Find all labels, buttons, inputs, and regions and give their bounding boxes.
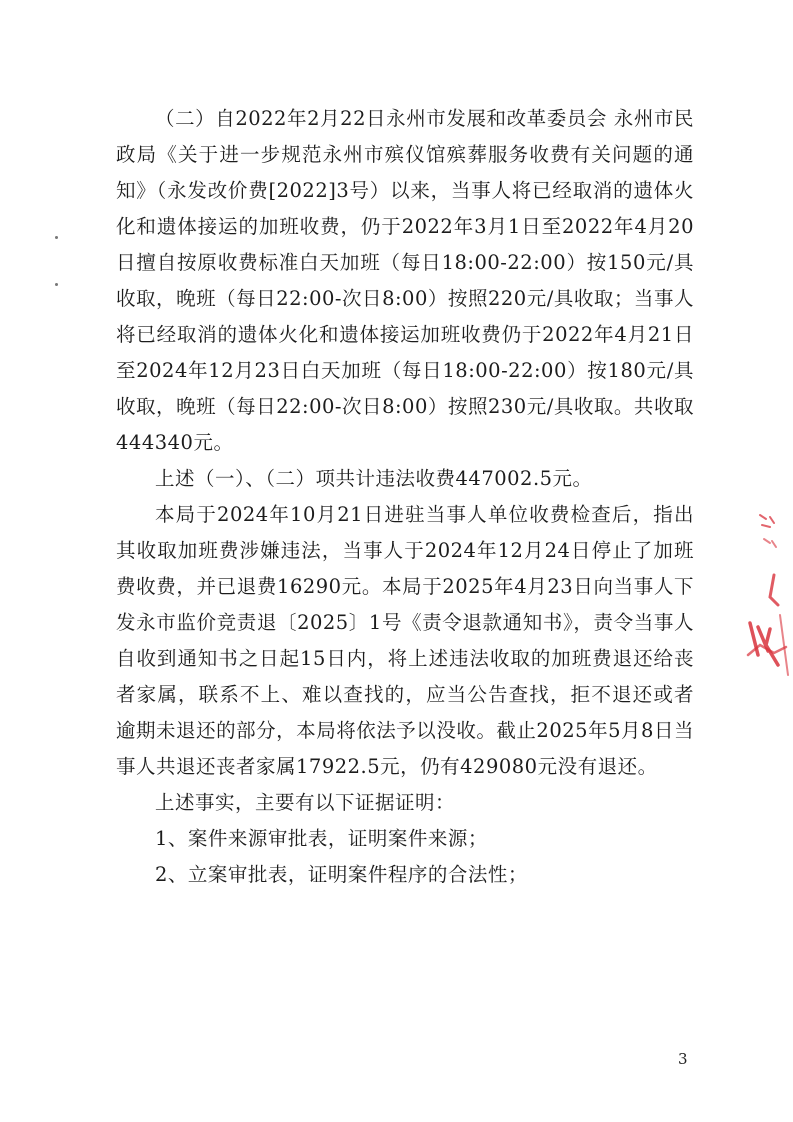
evidence-item-2: 2、立案审批表，证明案件程序的合法性； [155,863,528,886]
page-number: 3 [678,1050,688,1068]
official-seal-fragment [730,505,793,685]
paragraph-overtime-fees: （二）自2022年2月22日永州市发展和改革委员会 永州市民政局《关于进一步规范永州市殡仪馆殡葬服务收费有关问题的通知》（永发改价费[2022]3号）以来，当事人将已经取消的遗体火化和遗体接运的加班收费，仍于2022年3月1日至2022年4月20日擅自按原收费标准白天加班（每日18:00-22:00）按150元/具收取，晚班（每日22:00-次日8:00）按照220元/具收取；当事人将已经取消的遗体火化和遗体接运加班收费仍于2022年4月21日至2024年12月23日白天加班（每日18:00-22:00）按180元/具收取，晚班（每日22:00-次日8:00）按照230元/具收取。共收取444340元。 [116,107,694,454]
evidence-item-1: 1、案件来源审批表，证明案件来源； [155,827,488,850]
paragraph-inspection-refund: 本局于2024年10月21日进驻当事人单位收费检查后，指出其收取加班费涉嫌违法，当事人于2024年12月24日停止了加班费收费，并已退费16290元。本局于2025年4月23日向当事人下发永市监价竞责退〔2025〕1号《责令退款通知书》，责令当事人自收到通知书之日起15日内，将上述违法收取的加班费退还给丧者家属，联系不上、难以查找的，应当公告查找，拒不退还或者逾期未退还的部分，本局将依法予以没收。截止2025年5月8日当事人共退还丧者家属17922.5元，仍有429080元没有退还。 [116,503,694,778]
paragraph-total-illegal-fees: 上述（一）、（二）项共计违法收费447002.5元。 [155,467,593,490]
scan-speck [55,236,58,239]
scan-speck [55,283,58,286]
document-body [116,101,694,893]
paragraph-evidence-intro: 上述事实，主要有以下证据证明： [155,791,456,814]
